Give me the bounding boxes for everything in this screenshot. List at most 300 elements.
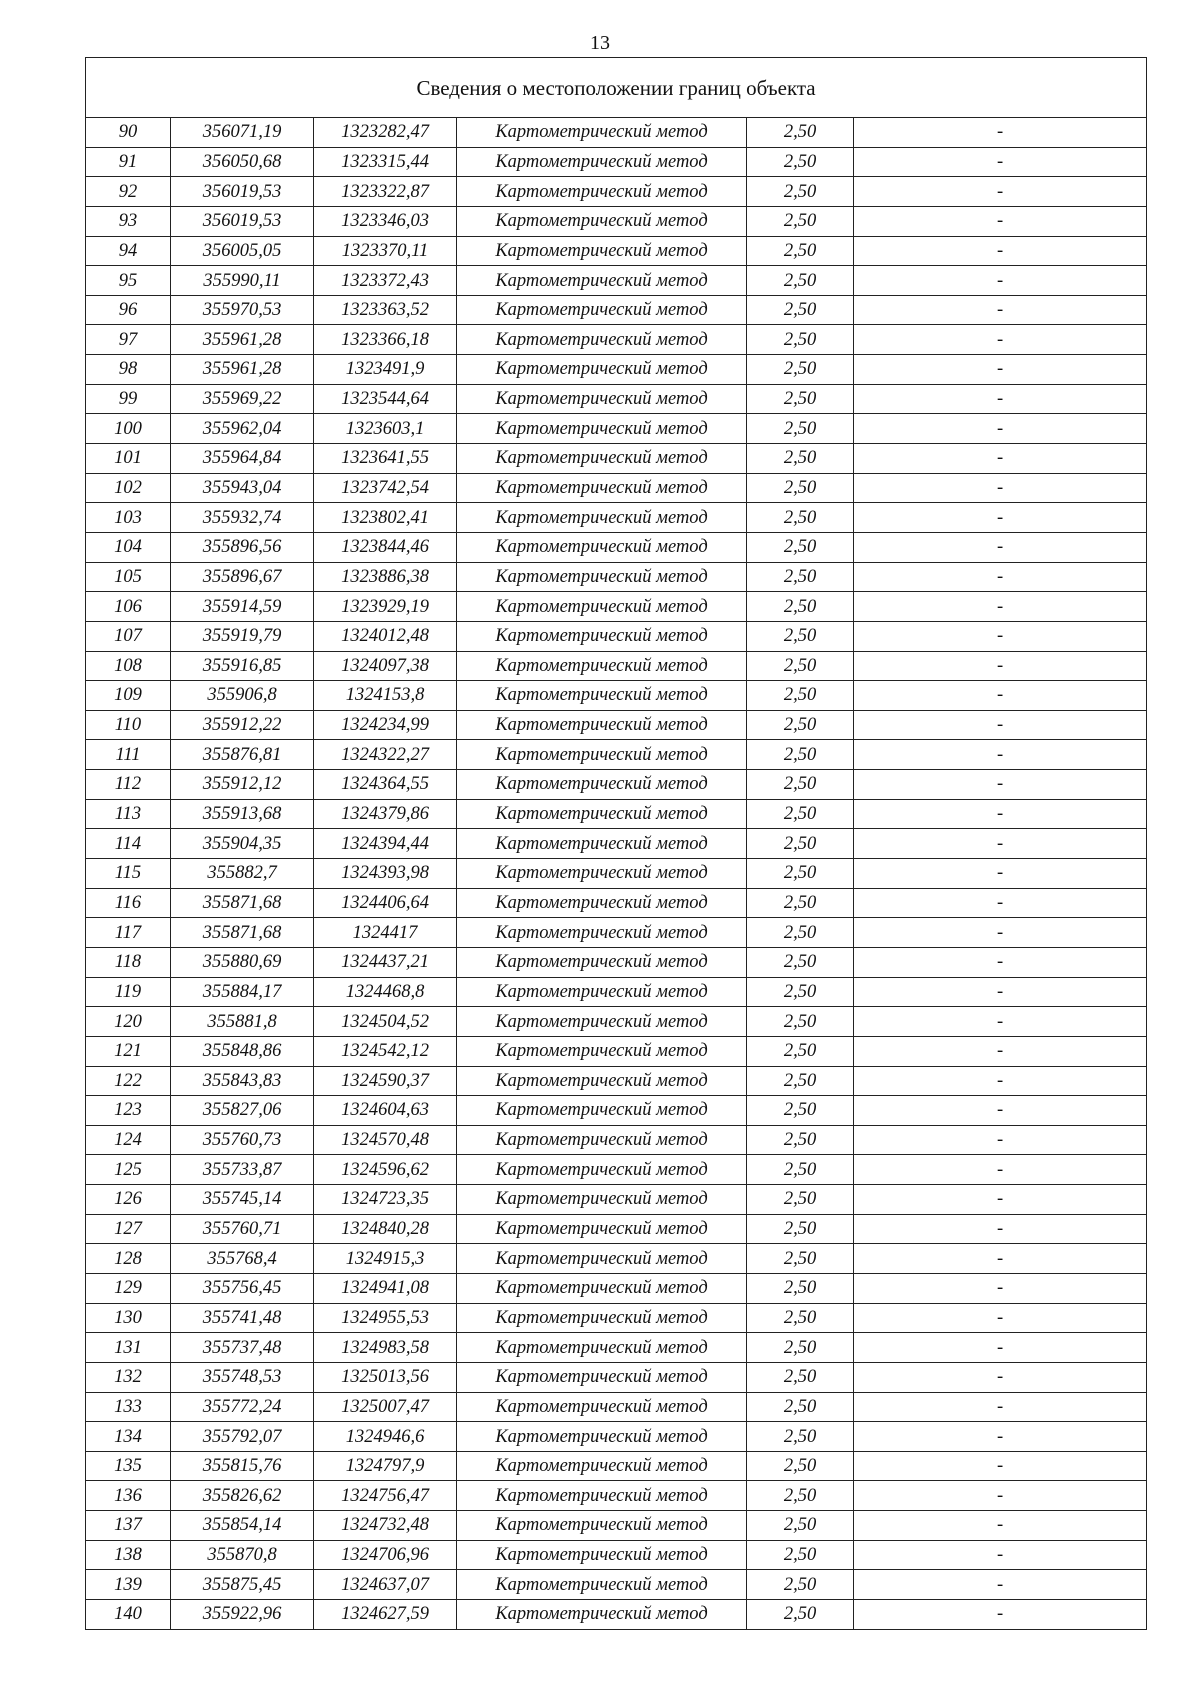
x-coordinate-cell: 355843,83	[171, 1066, 314, 1096]
x-coordinate-cell: 355904,35	[171, 829, 314, 859]
point-number-cell: 102	[86, 473, 171, 503]
accuracy-cell: 2,50	[747, 1303, 854, 1333]
x-coordinate-cell: 355914,59	[171, 592, 314, 622]
point-number-cell: 135	[86, 1451, 171, 1481]
table-row	[86, 710, 1147, 740]
description-cell: -	[854, 1422, 1147, 1452]
x-coordinate-cell: 355922,96	[171, 1600, 314, 1630]
table-row	[86, 1600, 1147, 1630]
method-cell: Картометрический метод	[457, 1392, 747, 1422]
x-coordinate-cell: 355880,69	[171, 947, 314, 977]
accuracy-cell: 2,50	[747, 236, 854, 266]
method-cell: Картометрический метод	[457, 621, 747, 651]
description-cell: -	[854, 1511, 1147, 1541]
x-coordinate-cell: 355913,68	[171, 799, 314, 829]
table-row	[86, 1185, 1147, 1215]
point-number-cell: 97	[86, 325, 171, 355]
method-cell: Картометрический метод	[457, 1273, 747, 1303]
y-coordinate-cell: 1323366,18	[314, 325, 457, 355]
point-number-cell: 126	[86, 1185, 171, 1215]
description-cell: -	[854, 206, 1147, 236]
accuracy-cell: 2,50	[747, 1244, 854, 1274]
description-cell: -	[854, 1036, 1147, 1066]
accuracy-cell: 2,50	[747, 740, 854, 770]
accuracy-cell: 2,50	[747, 1007, 854, 1037]
table-row	[86, 1333, 1147, 1363]
point-number-cell: 138	[86, 1540, 171, 1570]
accuracy-cell: 2,50	[747, 888, 854, 918]
y-coordinate-cell: 1323372,43	[314, 266, 457, 296]
description-cell: -	[854, 266, 1147, 296]
description-cell: -	[854, 562, 1147, 592]
y-coordinate-cell: 1324983,58	[314, 1333, 457, 1363]
method-cell: Картометрический метод	[457, 1244, 747, 1274]
x-coordinate-cell: 355912,22	[171, 710, 314, 740]
x-coordinate-cell: 355871,68	[171, 888, 314, 918]
x-coordinate-cell: 355748,53	[171, 1362, 314, 1392]
table-row	[86, 947, 1147, 977]
y-coordinate-cell: 1324946,6	[314, 1422, 457, 1452]
accuracy-cell: 2,50	[747, 1600, 854, 1630]
table-title: Сведения о местоположении границ объекта	[86, 58, 1147, 118]
accuracy-cell: 2,50	[747, 1451, 854, 1481]
method-cell: Картометрический метод	[457, 918, 747, 948]
y-coordinate-cell: 1325013,56	[314, 1362, 457, 1392]
y-coordinate-cell: 1323346,03	[314, 206, 457, 236]
x-coordinate-cell: 355906,8	[171, 681, 314, 711]
method-cell: Картометрический метод	[457, 532, 747, 562]
description-cell: -	[854, 503, 1147, 533]
description-cell: -	[854, 1273, 1147, 1303]
description-cell: -	[854, 444, 1147, 474]
accuracy-cell: 2,50	[747, 384, 854, 414]
x-coordinate-cell: 355733,87	[171, 1155, 314, 1185]
description-cell: -	[854, 1007, 1147, 1037]
description-cell: -	[854, 1540, 1147, 1570]
accuracy-cell: 2,50	[747, 1392, 854, 1422]
table-row	[86, 532, 1147, 562]
description-cell: -	[854, 1155, 1147, 1185]
table-row	[86, 503, 1147, 533]
y-coordinate-cell: 1324590,37	[314, 1066, 457, 1096]
point-number-cell: 119	[86, 977, 171, 1007]
method-cell: Картометрический метод	[457, 236, 747, 266]
description-cell: -	[854, 1362, 1147, 1392]
x-coordinate-cell: 355990,11	[171, 266, 314, 296]
table-row	[86, 1570, 1147, 1600]
table-row	[86, 977, 1147, 1007]
description-cell: -	[854, 473, 1147, 503]
method-cell: Картометрический метод	[457, 1036, 747, 1066]
description-cell: -	[854, 1451, 1147, 1481]
accuracy-cell: 2,50	[747, 1036, 854, 1066]
point-number-cell: 111	[86, 740, 171, 770]
table-row	[86, 1481, 1147, 1511]
accuracy-cell: 2,50	[747, 1155, 854, 1185]
method-cell: Картометрический метод	[457, 503, 747, 533]
method-cell: Картометрический метод	[457, 740, 747, 770]
description-cell: -	[854, 177, 1147, 207]
y-coordinate-cell: 1324393,98	[314, 859, 457, 889]
point-number-cell: 121	[86, 1036, 171, 1066]
x-coordinate-cell: 355760,73	[171, 1125, 314, 1155]
accuracy-cell: 2,50	[747, 147, 854, 177]
y-coordinate-cell: 1324955,53	[314, 1303, 457, 1333]
description-cell: -	[854, 947, 1147, 977]
description-cell: -	[854, 770, 1147, 800]
point-number-cell: 99	[86, 384, 171, 414]
point-number-cell: 103	[86, 503, 171, 533]
x-coordinate-cell: 355961,28	[171, 355, 314, 385]
accuracy-cell: 2,50	[747, 266, 854, 296]
method-cell: Картометрический метод	[457, 384, 747, 414]
table-row	[86, 1096, 1147, 1126]
method-cell: Картометрический метод	[457, 1362, 747, 1392]
method-cell: Картометрический метод	[457, 1007, 747, 1037]
method-cell: Картометрический метод	[457, 444, 747, 474]
x-coordinate-cell: 355772,24	[171, 1392, 314, 1422]
method-cell: Картометрический метод	[457, 1600, 747, 1630]
description-cell: -	[854, 859, 1147, 889]
table-row	[86, 1451, 1147, 1481]
point-number-cell: 118	[86, 947, 171, 977]
point-number-cell: 106	[86, 592, 171, 622]
method-cell: Картометрический метод	[457, 1125, 747, 1155]
x-coordinate-cell: 355854,14	[171, 1511, 314, 1541]
y-coordinate-cell: 1324097,38	[314, 651, 457, 681]
description-cell: -	[854, 414, 1147, 444]
method-cell: Картометрический метод	[457, 799, 747, 829]
accuracy-cell: 2,50	[747, 355, 854, 385]
description-cell: -	[854, 1392, 1147, 1422]
accuracy-cell: 2,50	[747, 947, 854, 977]
point-number-cell: 133	[86, 1392, 171, 1422]
description-cell: -	[854, 118, 1147, 148]
point-number-cell: 94	[86, 236, 171, 266]
x-coordinate-cell: 356019,53	[171, 206, 314, 236]
y-coordinate-cell: 1324723,35	[314, 1185, 457, 1215]
x-coordinate-cell: 355876,81	[171, 740, 314, 770]
point-number-cell: 108	[86, 651, 171, 681]
y-coordinate-cell: 1324234,99	[314, 710, 457, 740]
y-coordinate-cell: 1324756,47	[314, 1481, 457, 1511]
accuracy-cell: 2,50	[747, 562, 854, 592]
method-cell: Картометрический метод	[457, 859, 747, 889]
description-cell: -	[854, 829, 1147, 859]
accuracy-cell: 2,50	[747, 621, 854, 651]
point-number-cell: 134	[86, 1422, 171, 1452]
accuracy-cell: 2,50	[747, 1273, 854, 1303]
x-coordinate-cell: 355884,17	[171, 977, 314, 1007]
accuracy-cell: 2,50	[747, 1066, 854, 1096]
table-row	[86, 1422, 1147, 1452]
accuracy-cell: 2,50	[747, 1214, 854, 1244]
page-number: 13	[590, 32, 610, 54]
y-coordinate-cell: 1323322,87	[314, 177, 457, 207]
method-cell: Картометрический метод	[457, 414, 747, 444]
point-number-cell: 115	[86, 859, 171, 889]
y-coordinate-cell: 1323802,41	[314, 503, 457, 533]
y-coordinate-cell: 1324604,63	[314, 1096, 457, 1126]
table-row	[86, 1007, 1147, 1037]
method-cell: Картометрический метод	[457, 592, 747, 622]
y-coordinate-cell: 1325007,47	[314, 1392, 457, 1422]
method-cell: Картометрический метод	[457, 1303, 747, 1333]
point-number-cell: 113	[86, 799, 171, 829]
point-number-cell: 112	[86, 770, 171, 800]
accuracy-cell: 2,50	[747, 503, 854, 533]
table-row	[86, 918, 1147, 948]
accuracy-cell: 2,50	[747, 799, 854, 829]
table-row	[86, 740, 1147, 770]
method-cell: Картометрический метод	[457, 562, 747, 592]
accuracy-cell: 2,50	[747, 829, 854, 859]
accuracy-cell: 2,50	[747, 977, 854, 1007]
point-number-cell: 124	[86, 1125, 171, 1155]
table-title-row	[86, 58, 1147, 118]
x-coordinate-cell: 356005,05	[171, 236, 314, 266]
y-coordinate-cell: 1324797,9	[314, 1451, 457, 1481]
table-row	[86, 859, 1147, 889]
x-coordinate-cell: 355756,45	[171, 1273, 314, 1303]
x-coordinate-cell: 355870,8	[171, 1540, 314, 1570]
x-coordinate-cell: 356019,53	[171, 177, 314, 207]
table-row	[86, 355, 1147, 385]
table-row	[86, 177, 1147, 207]
point-number-cell: 107	[86, 621, 171, 651]
point-number-cell: 120	[86, 1007, 171, 1037]
method-cell: Картометрический метод	[457, 177, 747, 207]
y-coordinate-cell: 1324596,62	[314, 1155, 457, 1185]
x-coordinate-cell: 355881,8	[171, 1007, 314, 1037]
method-cell: Картометрический метод	[457, 710, 747, 740]
method-cell: Картометрический метод	[457, 1214, 747, 1244]
accuracy-cell: 2,50	[747, 1096, 854, 1126]
method-cell: Картометрический метод	[457, 1333, 747, 1363]
table-row	[86, 1303, 1147, 1333]
method-cell: Картометрический метод	[457, 473, 747, 503]
description-cell: -	[854, 651, 1147, 681]
accuracy-cell: 2,50	[747, 414, 854, 444]
x-coordinate-cell: 355969,22	[171, 384, 314, 414]
point-number-cell: 104	[86, 532, 171, 562]
description-cell: -	[854, 888, 1147, 918]
description-cell: -	[854, 355, 1147, 385]
point-number-cell: 129	[86, 1273, 171, 1303]
method-cell: Картометрический метод	[457, 651, 747, 681]
accuracy-cell: 2,50	[747, 918, 854, 948]
x-coordinate-cell: 355792,07	[171, 1422, 314, 1452]
method-cell: Картометрический метод	[457, 770, 747, 800]
point-number-cell: 92	[86, 177, 171, 207]
point-number-cell: 91	[86, 147, 171, 177]
description-cell: -	[854, 532, 1147, 562]
y-coordinate-cell: 1323491,9	[314, 355, 457, 385]
accuracy-cell: 2,50	[747, 710, 854, 740]
y-coordinate-cell: 1324542,12	[314, 1036, 457, 1066]
table-row	[86, 295, 1147, 325]
description-cell: -	[854, 1214, 1147, 1244]
point-number-cell: 109	[86, 681, 171, 711]
point-number-cell: 137	[86, 1511, 171, 1541]
x-coordinate-cell: 355827,06	[171, 1096, 314, 1126]
description-cell: -	[854, 1600, 1147, 1630]
y-coordinate-cell: 1324941,08	[314, 1273, 457, 1303]
description-cell: -	[854, 592, 1147, 622]
x-coordinate-cell: 355964,84	[171, 444, 314, 474]
table-row	[86, 592, 1147, 622]
point-number-cell: 96	[86, 295, 171, 325]
method-cell: Картометрический метод	[457, 1422, 747, 1452]
point-number-cell: 117	[86, 918, 171, 948]
x-coordinate-cell: 355768,4	[171, 1244, 314, 1274]
description-cell: -	[854, 977, 1147, 1007]
y-coordinate-cell: 1324437,21	[314, 947, 457, 977]
description-cell: -	[854, 295, 1147, 325]
description-cell: -	[854, 1125, 1147, 1155]
table-row	[86, 444, 1147, 474]
point-number-cell: 130	[86, 1303, 171, 1333]
table-row	[86, 799, 1147, 829]
table-row	[86, 384, 1147, 414]
table-row	[86, 1362, 1147, 1392]
x-coordinate-cell: 355919,79	[171, 621, 314, 651]
description-cell: -	[854, 325, 1147, 355]
method-cell: Картометрический метод	[457, 1540, 747, 1570]
method-cell: Картометрический метод	[457, 1066, 747, 1096]
y-coordinate-cell: 1323886,38	[314, 562, 457, 592]
accuracy-cell: 2,50	[747, 1570, 854, 1600]
x-coordinate-cell: 355848,86	[171, 1036, 314, 1066]
y-coordinate-cell: 1324379,86	[314, 799, 457, 829]
y-coordinate-cell: 1323370,11	[314, 236, 457, 266]
point-number-cell: 101	[86, 444, 171, 474]
y-coordinate-cell: 1324468,8	[314, 977, 457, 1007]
y-coordinate-cell: 1324394,44	[314, 829, 457, 859]
y-coordinate-cell: 1323929,19	[314, 592, 457, 622]
y-coordinate-cell: 1324627,59	[314, 1600, 457, 1630]
accuracy-cell: 2,50	[747, 1422, 854, 1452]
y-coordinate-cell: 1324322,27	[314, 740, 457, 770]
x-coordinate-cell: 355896,67	[171, 562, 314, 592]
description-cell: -	[854, 1481, 1147, 1511]
description-cell: -	[854, 1333, 1147, 1363]
x-coordinate-cell: 355875,45	[171, 1570, 314, 1600]
table-row	[86, 621, 1147, 651]
description-cell: -	[854, 681, 1147, 711]
point-number-cell: 116	[86, 888, 171, 918]
table-row	[86, 651, 1147, 681]
y-coordinate-cell: 1323282,47	[314, 118, 457, 148]
method-cell: Картометрический метод	[457, 829, 747, 859]
point-number-cell: 114	[86, 829, 171, 859]
y-coordinate-cell: 1323363,52	[314, 295, 457, 325]
table-row	[86, 414, 1147, 444]
description-cell: -	[854, 236, 1147, 266]
description-cell: -	[854, 1303, 1147, 1333]
point-number-cell: 136	[86, 1481, 171, 1511]
y-coordinate-cell: 1324504,52	[314, 1007, 457, 1037]
accuracy-cell: 2,50	[747, 681, 854, 711]
description-cell: -	[854, 1185, 1147, 1215]
y-coordinate-cell: 1324406,64	[314, 888, 457, 918]
accuracy-cell: 2,50	[747, 651, 854, 681]
point-number-cell: 95	[86, 266, 171, 296]
y-coordinate-cell: 1324570,48	[314, 1125, 457, 1155]
x-coordinate-cell: 355970,53	[171, 295, 314, 325]
point-number-cell: 128	[86, 1244, 171, 1274]
point-number-cell: 98	[86, 355, 171, 385]
method-cell: Картометрический метод	[457, 1451, 747, 1481]
table-row	[86, 266, 1147, 296]
point-number-cell: 110	[86, 710, 171, 740]
point-number-cell: 105	[86, 562, 171, 592]
accuracy-cell: 2,50	[747, 592, 854, 622]
table-row	[86, 325, 1147, 355]
table-row	[86, 1155, 1147, 1185]
point-number-cell: 93	[86, 206, 171, 236]
method-cell: Картометрический метод	[457, 266, 747, 296]
table-row	[86, 770, 1147, 800]
method-cell: Картометрический метод	[457, 888, 747, 918]
y-coordinate-cell: 1323742,54	[314, 473, 457, 503]
description-cell: -	[854, 621, 1147, 651]
y-coordinate-cell: 1324915,3	[314, 1244, 457, 1274]
table-row	[86, 829, 1147, 859]
y-coordinate-cell: 1323544,64	[314, 384, 457, 414]
table-row	[86, 473, 1147, 503]
accuracy-cell: 2,50	[747, 1362, 854, 1392]
x-coordinate-cell: 355962,04	[171, 414, 314, 444]
description-cell: -	[854, 740, 1147, 770]
point-number-cell: 140	[86, 1600, 171, 1630]
method-cell: Картометрический метод	[457, 681, 747, 711]
x-coordinate-cell: 355745,14	[171, 1185, 314, 1215]
accuracy-cell: 2,50	[747, 859, 854, 889]
point-number-cell: 127	[86, 1214, 171, 1244]
accuracy-cell: 2,50	[747, 532, 854, 562]
method-cell: Картометрический метод	[457, 1511, 747, 1541]
y-coordinate-cell: 1323641,55	[314, 444, 457, 474]
y-coordinate-cell: 1324637,07	[314, 1570, 457, 1600]
accuracy-cell: 2,50	[747, 473, 854, 503]
table-row	[86, 1066, 1147, 1096]
table-row	[86, 1511, 1147, 1541]
description-cell: -	[854, 799, 1147, 829]
accuracy-cell: 2,50	[747, 444, 854, 474]
method-cell: Картометрический метод	[457, 206, 747, 236]
point-number-cell: 122	[86, 1066, 171, 1096]
description-cell: -	[854, 384, 1147, 414]
y-coordinate-cell: 1324012,48	[314, 621, 457, 651]
accuracy-cell: 2,50	[747, 206, 854, 236]
x-coordinate-cell: 355961,28	[171, 325, 314, 355]
table-row	[86, 236, 1147, 266]
description-cell: -	[854, 710, 1147, 740]
accuracy-cell: 2,50	[747, 295, 854, 325]
description-cell: -	[854, 1066, 1147, 1096]
x-coordinate-cell: 355760,71	[171, 1214, 314, 1244]
table-row	[86, 1214, 1147, 1244]
x-coordinate-cell: 355815,76	[171, 1451, 314, 1481]
method-cell: Картометрический метод	[457, 1481, 747, 1511]
description-cell: -	[854, 147, 1147, 177]
method-cell: Картометрический метод	[457, 977, 747, 1007]
method-cell: Картометрический метод	[457, 147, 747, 177]
method-cell: Картометрический метод	[457, 947, 747, 977]
y-coordinate-cell: 1324732,48	[314, 1511, 457, 1541]
x-coordinate-cell: 355912,12	[171, 770, 314, 800]
